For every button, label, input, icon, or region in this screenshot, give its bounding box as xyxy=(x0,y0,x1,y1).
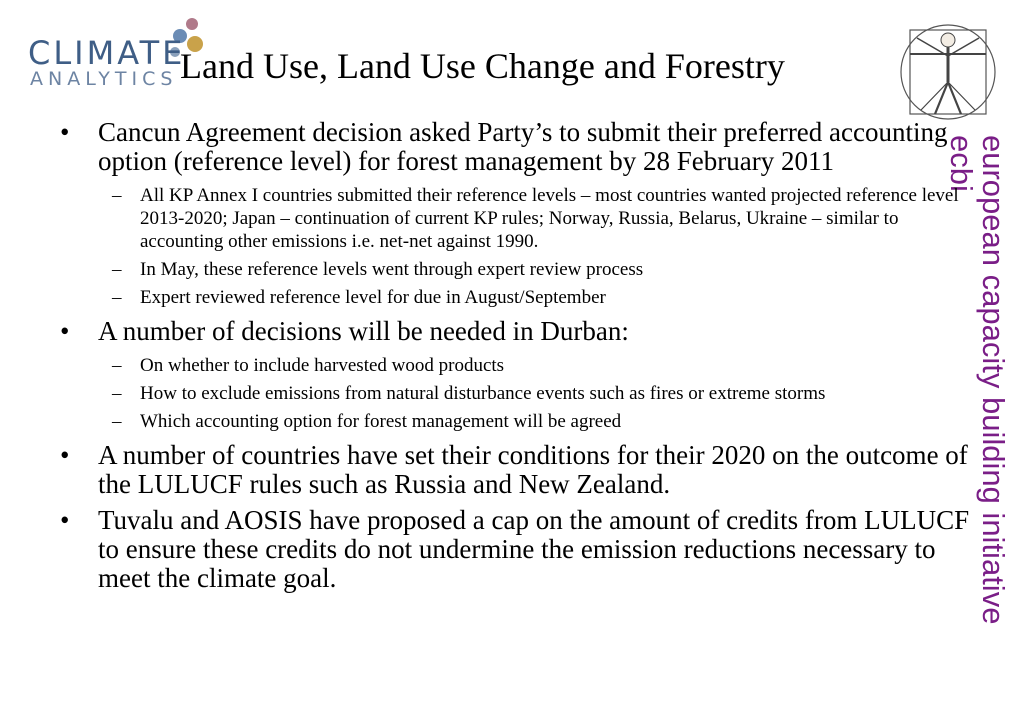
sub-item xyxy=(60,184,972,253)
sub-item xyxy=(60,258,972,281)
logo-word-climate: CLIMATE xyxy=(28,34,186,72)
sub-item-text: How to exclude emissions from natural disturbance events such as fires or extreme storms xyxy=(140,383,826,404)
bullet-icon: • xyxy=(60,505,70,535)
bullet-list xyxy=(60,118,972,600)
bullet-text: Tuvalu and AOSIS have proposed a cap on the amount of credits from LULUCF to ensure these credits do not undermine the emission reductions necessary to meet the climate goal. xyxy=(98,505,970,593)
sub-list xyxy=(60,184,972,309)
bullet-item xyxy=(60,118,972,176)
sub-item-text: Which accounting option for forest management will be agreed xyxy=(140,411,622,432)
side-text-line1: european capacity building initiative xyxy=(976,135,1011,625)
dash-icon: – xyxy=(112,355,122,376)
sub-item-text: Expert reviewed reference level for due in August/September xyxy=(140,287,606,308)
bullet-icon: • xyxy=(60,316,70,346)
logo-word-analytics: ANALYTICS xyxy=(30,68,178,90)
bullet-item xyxy=(60,441,972,499)
bullet-text: Cancun Agreement decision asked Party’s to submit their preferred accounting option (reference level) for forest management by 28 February 2011 xyxy=(98,117,948,176)
dash-icon: – xyxy=(112,185,122,206)
sub-list xyxy=(60,354,972,433)
dash-icon: – xyxy=(112,287,122,308)
bullet-text: A number of countries have set their conditions for their 2020 on the outcome of the LULUCF rules such as Russia and New Zealand. xyxy=(98,440,968,499)
sub-item-text: All KP Annex I countries submitted their reference levels – most countries wanted projected reference level 2013-2020; Japan – continuation of current KP rules; Norway, Russia, Belarus, Ukraine – similar to accounting other emissions i.e. net-net against 1990. xyxy=(140,185,959,252)
sub-item xyxy=(60,382,972,405)
bullet-text: A number of decisions will be needed in Durban: xyxy=(98,316,629,346)
dash-icon: – xyxy=(112,383,122,404)
bullet-item xyxy=(60,506,972,593)
vitruvian-man-icon xyxy=(897,16,999,124)
dash-icon: – xyxy=(112,259,122,280)
bullet-icon: • xyxy=(60,117,70,147)
sub-item-text: In May, these reference levels went through expert review process xyxy=(140,259,644,280)
page-title: Land Use, Land Use Change and Forestry xyxy=(180,46,785,86)
sub-item xyxy=(60,286,972,309)
dash-icon: – xyxy=(112,411,122,432)
sub-item-text: On whether to include harvested wood products xyxy=(140,355,505,376)
sub-item xyxy=(60,354,972,377)
sub-item xyxy=(60,410,972,433)
side-text-line2: ecbi xyxy=(944,135,979,192)
bullet-icon: • xyxy=(60,440,70,470)
bullet-item xyxy=(60,317,972,346)
